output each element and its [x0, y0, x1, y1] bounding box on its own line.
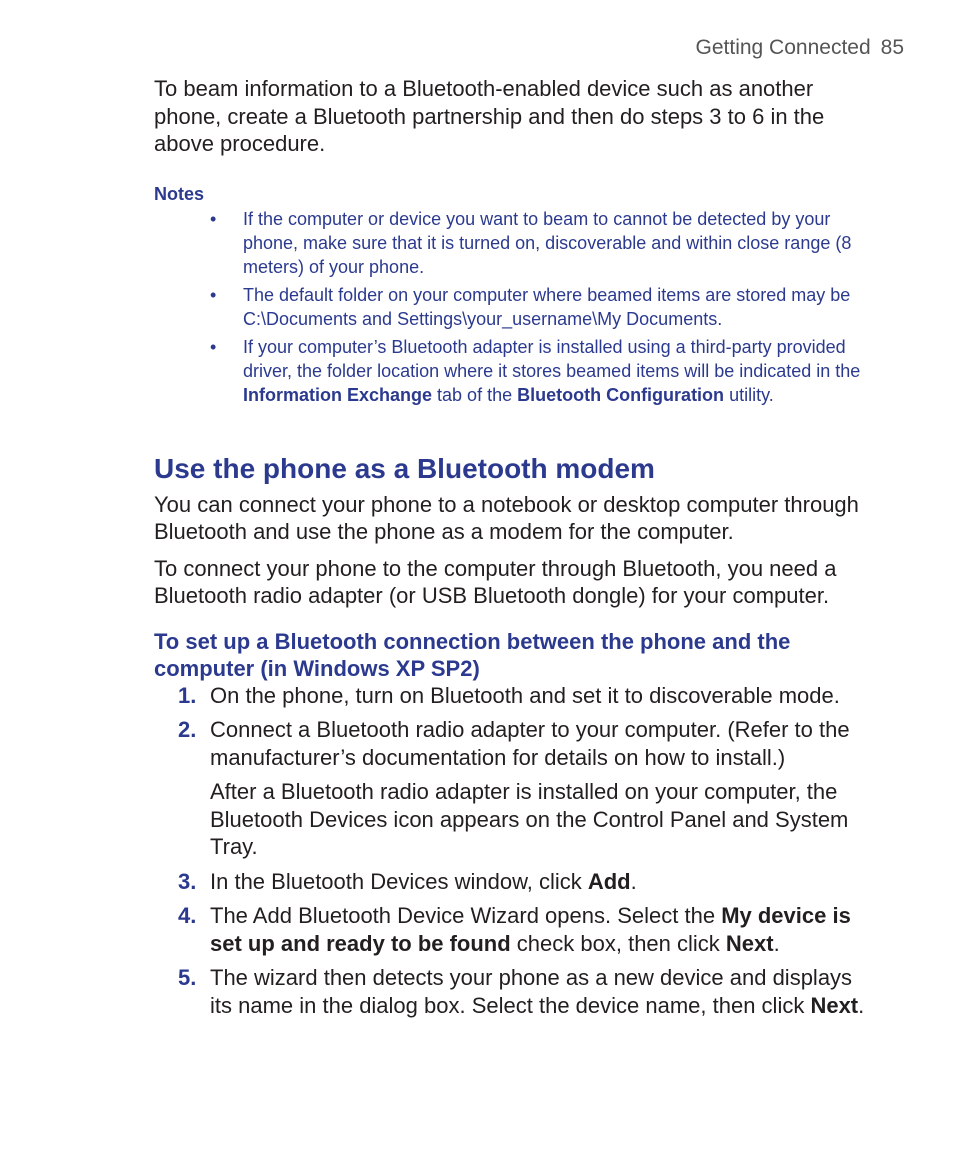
section-paragraph: You can connect your phone to a notebook or desktop computer through Bluetooth and use the phone as a modem for the computer. [154, 491, 859, 544]
note-bold-term: Bluetooth Configuration [517, 384, 725, 405]
note-text: If your computer’s Bluetooth adapter is installed using a third-party provided driver, the folder location where it stores beamed items will be indicated in the [243, 336, 861, 381]
note-item [154, 335, 874, 407]
note-text: tab of the [432, 384, 518, 405]
notes-list [154, 207, 874, 407]
step-item [154, 868, 874, 896]
step-text: check box, then click [510, 930, 726, 956]
running-header-title: Getting Connected [695, 36, 871, 59]
step-number: 2. [178, 717, 197, 742]
note-text: The default folder on your computer where beamed items are stored may be [243, 284, 851, 305]
step-text: . [630, 868, 637, 894]
step-text: The wizard then detects your phone as a new device and displays its name in the dialog box. Select the device name, then click [210, 965, 853, 1018]
procedure-title: To set up a Bluetooth connection between the phone and the computer (in Windows XP SP2) [154, 628, 791, 681]
page-number: 85 [880, 36, 904, 59]
step-item [154, 682, 874, 710]
section-paragraph: To connect your phone to the computer through Bluetooth, you need a Bluetooth radio adapter (or USB Bluetooth dongle) for your computer. [154, 555, 837, 608]
note-item [154, 207, 874, 279]
notes-heading: Notes [154, 183, 205, 204]
step-number: 3. [178, 868, 197, 894]
note-text: If the computer or device you want to beam to cannot be detected by your phone, make sure that it is turned on, discoverable and within close range (8 meters) of your phone. [243, 208, 852, 277]
step-bold-term: My device is set up and ready to be found [210, 903, 851, 956]
note-item [154, 283, 874, 331]
step-text: On the phone, turn on Bluetooth and set it to discoverable mode. [210, 682, 840, 708]
page-header [696, 36, 904, 60]
note-bold-term: Information Exchange [243, 384, 433, 405]
step-bold-term: Next [810, 992, 859, 1018]
step-bold-term: Add [587, 868, 631, 894]
bullet-icon: • [210, 336, 217, 357]
bullet-icon: • [210, 284, 217, 305]
step-subparagraph: After a Bluetooth radio adapter is installed on your computer, the Bluetooth Devices icon appears on the Control Panel and System Tray. [210, 779, 849, 859]
step-number: 4. [178, 903, 197, 928]
note-text: utility. [724, 384, 774, 405]
bullet-icon: • [210, 208, 217, 229]
step-text: In the Bluetooth Devices window, click [210, 868, 588, 894]
step-bold-term: Next [725, 930, 774, 956]
step-text: Connect a Bluetooth radio adapter to your computer. (Refer to the manufacturer’s documentation for details on how to install.) [210, 717, 850, 770]
intro-paragraph: To beam information to a Bluetooth-enabled device such as another phone, create a Bluetooth partnership and then do steps 3 to 6 in the above procedure. [154, 76, 825, 156]
step-text: . [773, 930, 780, 956]
step-text: The Add Bluetooth Device Wizard opens. Select the [210, 903, 722, 928]
page-content [154, 75, 874, 1026]
step-text: . [858, 992, 865, 1018]
section-title: Use the phone as a Bluetooth modem [154, 452, 655, 484]
procedure-steps [154, 682, 874, 1020]
step-number: 1. [178, 682, 197, 708]
step-item [154, 716, 874, 861]
step-item [154, 902, 874, 957]
step-item [154, 964, 874, 1019]
note-folder-path: C:\Documents and Settings\your_username\My Documents. [243, 308, 723, 329]
step-number: 5. [178, 965, 197, 990]
